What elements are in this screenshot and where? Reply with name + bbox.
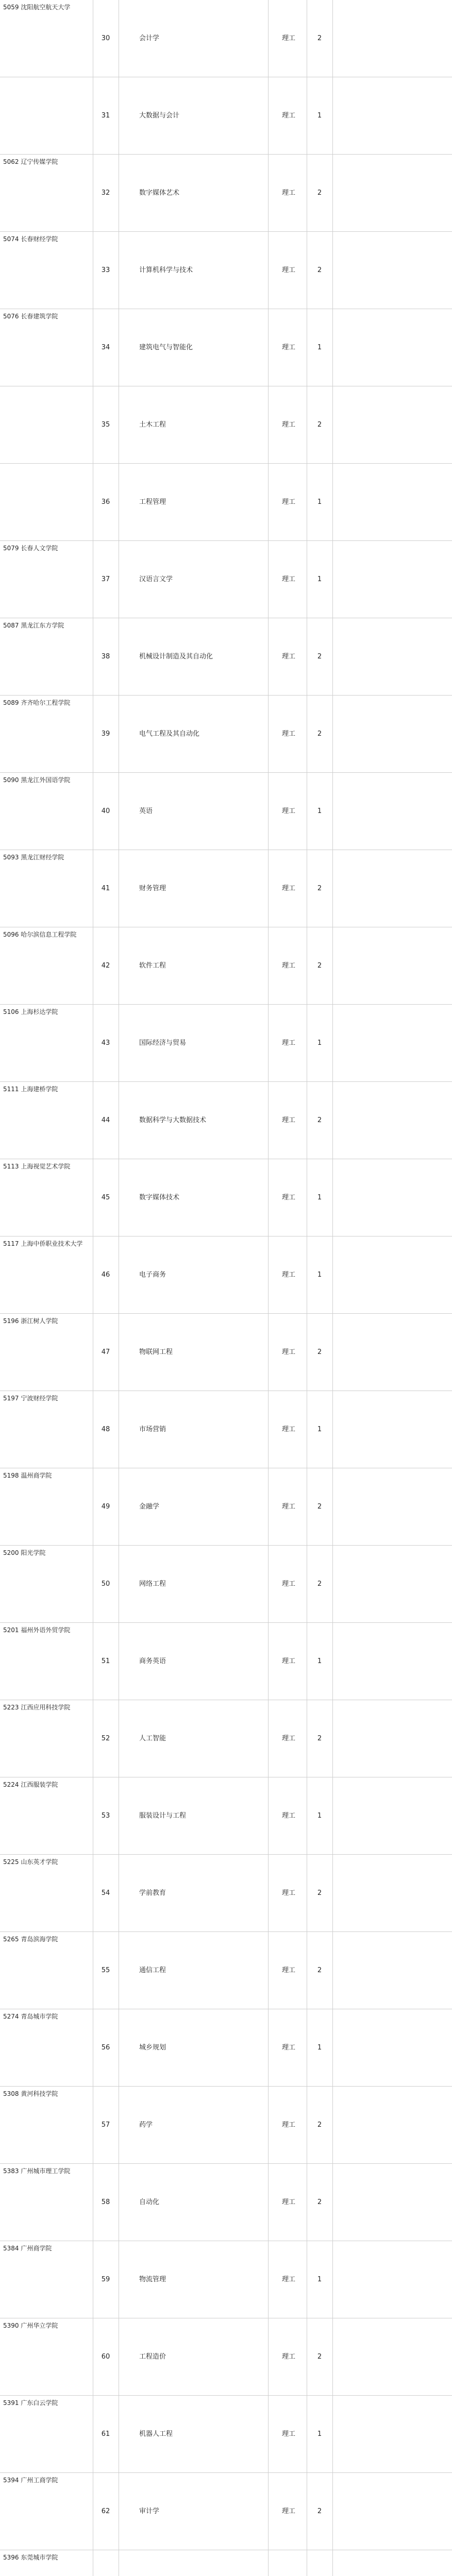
school-cell: 5079 长春人文学院 bbox=[3, 545, 58, 552]
school-cell: 5087 黑龙江东方学院 bbox=[3, 622, 64, 629]
category-cell: 理工 bbox=[281, 1503, 295, 1511]
category-cell: 理工 bbox=[281, 1657, 295, 1665]
plan-count-cell: 2 bbox=[317, 2121, 322, 2129]
row-number-cell: 37 bbox=[101, 575, 110, 583]
school-cell bbox=[3, 386, 86, 467]
table-row bbox=[0, 541, 452, 618]
table-row bbox=[0, 1236, 452, 1314]
row-number-cell: 43 bbox=[101, 1039, 110, 1047]
table-row bbox=[0, 386, 452, 464]
school-cell: 5394 广州工商学院 bbox=[3, 2477, 58, 2484]
school-cell: 5200 阳光学院 bbox=[3, 1549, 46, 1556]
row-number-cell: 33 bbox=[101, 266, 110, 274]
category-cell: 理工 bbox=[281, 2430, 295, 2438]
table-row bbox=[0, 155, 452, 232]
row-number-cell: 34 bbox=[101, 344, 110, 351]
row-number-cell: 59 bbox=[101, 2276, 110, 2283]
major-cell: 药学 bbox=[139, 2121, 153, 2129]
category-cell: 理工 bbox=[281, 112, 295, 120]
major-cell: 建筑电气与智能化 bbox=[139, 344, 193, 351]
table-row bbox=[0, 77, 452, 155]
table-row bbox=[0, 1855, 452, 1932]
plan-count-cell: 1 bbox=[317, 1426, 322, 1433]
category-cell bbox=[271, 2550, 307, 2576]
major-cell: 计算机科学与技术 bbox=[139, 266, 193, 274]
major-cell: 审计学 bbox=[139, 2507, 160, 2515]
grid-line-plan bbox=[332, 0, 333, 2576]
plan-count-cell: 2 bbox=[317, 189, 322, 197]
school-cell: 5308 黄河科技学院 bbox=[3, 2090, 58, 2097]
major-cell: 电子商务 bbox=[139, 1271, 166, 1279]
school-cell: 5111 上海建桥学院 bbox=[3, 1086, 58, 1093]
category-cell: 理工 bbox=[281, 885, 295, 892]
row-number-cell: 39 bbox=[101, 730, 110, 738]
major-cell: 数字媒体技术 bbox=[139, 1194, 180, 1201]
category-cell: 理工 bbox=[281, 1194, 295, 1201]
category-cell: 理工 bbox=[281, 2121, 295, 2129]
category-cell: 理工 bbox=[281, 575, 295, 583]
plan-count-cell: 2 bbox=[317, 1580, 322, 1588]
major-cell: 自动化 bbox=[139, 2198, 160, 2206]
row-number-cell: 46 bbox=[101, 1271, 110, 1279]
school-cell: 5225 山东英才学院 bbox=[3, 1858, 58, 1866]
table-row bbox=[0, 773, 452, 850]
category-cell: 理工 bbox=[281, 2198, 295, 2206]
school-cell: 5096 哈尔滨信息工程学院 bbox=[3, 931, 77, 938]
major-cell: 大数据与会计 bbox=[139, 112, 180, 120]
plan-count-cell: 1 bbox=[317, 2276, 322, 2283]
table-row bbox=[0, 696, 452, 773]
category-cell: 理工 bbox=[281, 807, 295, 815]
category-cell: 理工 bbox=[281, 1116, 295, 1124]
major-cell: 人工智能 bbox=[139, 1735, 166, 1742]
school-cell: 5076 长春建筑学院 bbox=[3, 313, 58, 320]
grid-line-major bbox=[268, 0, 269, 2576]
table-row bbox=[0, 2550, 452, 2576]
plan-count-cell: 2 bbox=[317, 421, 322, 429]
row-number-cell: 55 bbox=[101, 1967, 110, 1974]
plan-count-cell: 1 bbox=[317, 1039, 322, 1047]
row-number-cell: 35 bbox=[101, 421, 110, 429]
category-cell: 理工 bbox=[281, 653, 295, 660]
school-cell: 5113 上海视觉艺术学院 bbox=[3, 1163, 71, 1170]
plan-count-cell: 2 bbox=[317, 2507, 322, 2515]
school-cell: 5074 长春财经学院 bbox=[3, 235, 58, 243]
major-cell: 数字媒体艺术 bbox=[139, 189, 180, 197]
plan-count-cell: 2 bbox=[317, 1889, 322, 1897]
major-cell: 电气工程及其自动化 bbox=[139, 730, 200, 738]
school-cell: 5198 温州商学院 bbox=[3, 1472, 52, 1479]
major-cell: 数据科学与大数据技术 bbox=[139, 1116, 207, 1124]
table-row bbox=[0, 1546, 452, 1623]
plan-count-cell: 1 bbox=[317, 1271, 322, 1279]
row-number-cell: 40 bbox=[101, 807, 110, 815]
major-cell: 汉语言文学 bbox=[139, 575, 173, 583]
major-cell: 服装设计与工程 bbox=[139, 1812, 187, 1820]
major-cell: 财务管理 bbox=[139, 885, 166, 892]
major-cell: 工程管理 bbox=[139, 498, 166, 506]
plan-count-cell: 2 bbox=[317, 1735, 322, 1742]
category-cell: 理工 bbox=[281, 1271, 295, 1279]
row-number-cell: 38 bbox=[101, 653, 110, 660]
table-row bbox=[0, 1700, 452, 1777]
plan-count-cell: 2 bbox=[317, 730, 322, 738]
row-number-cell: 58 bbox=[101, 2198, 110, 2206]
school-cell: 5062 辽宁传媒学院 bbox=[3, 158, 58, 165]
table-row bbox=[0, 464, 452, 541]
plan-count-cell: 2 bbox=[317, 962, 322, 970]
school-cell: 5274 青岛城市学院 bbox=[3, 2013, 58, 2020]
major-cell: 工程造价 bbox=[139, 2353, 166, 2361]
school-cell: 5224 江西服装学院 bbox=[3, 1781, 58, 1788]
row-number-cell: 31 bbox=[101, 112, 110, 120]
plan-count-cell: 2 bbox=[317, 1967, 322, 1974]
school-cell: 5117 上海中侨职业技术大学 bbox=[3, 1240, 83, 1247]
school-cell bbox=[3, 77, 86, 158]
table-row bbox=[0, 1082, 452, 1159]
table-row bbox=[0, 1314, 452, 1391]
major-cell: 会计学 bbox=[139, 35, 160, 42]
row-number-cell: 32 bbox=[101, 189, 110, 197]
major-cell: 学前教育 bbox=[139, 1889, 166, 1897]
category-cell: 理工 bbox=[281, 1039, 295, 1047]
school-cell: 5197 宁波财经学院 bbox=[3, 1395, 58, 1402]
table-row bbox=[0, 309, 452, 386]
plan-count-cell: 1 bbox=[317, 112, 322, 120]
major-cell: 金融学 bbox=[139, 1503, 160, 1511]
plan-count-cell: 2 bbox=[317, 885, 322, 892]
category-cell: 理工 bbox=[281, 962, 295, 970]
row-number-cell: 49 bbox=[101, 1503, 110, 1511]
plan-count-cell bbox=[309, 2550, 330, 2576]
table-row bbox=[0, 1932, 452, 2009]
category-cell: 理工 bbox=[281, 1735, 295, 1742]
row-number-cell: 54 bbox=[101, 1889, 110, 1897]
table-row bbox=[0, 2087, 452, 2164]
category-cell: 理工 bbox=[281, 344, 295, 351]
school-cell: 5384 广州商学院 bbox=[3, 2245, 52, 2252]
category-cell: 理工 bbox=[281, 266, 295, 274]
category-cell: 理工 bbox=[281, 498, 295, 506]
major-cell: 市场营销 bbox=[139, 1426, 166, 1433]
table-row bbox=[0, 2164, 452, 2241]
category-cell: 理工 bbox=[281, 189, 295, 197]
row-number-cell: 44 bbox=[101, 1116, 110, 1124]
table-row bbox=[0, 850, 452, 927]
plan-count-cell: 1 bbox=[317, 2430, 322, 2438]
plan-count-cell: 2 bbox=[317, 2198, 322, 2206]
school-cell: 5196 浙江树人学院 bbox=[3, 1317, 58, 1325]
table-row bbox=[0, 1623, 452, 1700]
table-row bbox=[0, 1159, 452, 1236]
school-cell: 5223 江西应用科技学院 bbox=[3, 1704, 71, 1711]
school-cell bbox=[3, 464, 86, 544]
school-cell: 5201 福州外语外贸学院 bbox=[3, 1626, 71, 1634]
row-number-cell: 62 bbox=[101, 2507, 110, 2515]
row-number-cell: 51 bbox=[101, 1657, 110, 1665]
plan-count-cell: 1 bbox=[317, 575, 322, 583]
row-number-cell: 56 bbox=[101, 2044, 110, 2052]
category-cell: 理工 bbox=[281, 2044, 295, 2052]
category-cell: 理工 bbox=[281, 1967, 295, 1974]
plan-count-cell: 1 bbox=[317, 344, 322, 351]
major-cell: 国际经济与贸易 bbox=[139, 1039, 187, 1047]
major-cell: 机械设计制造及其自动化 bbox=[139, 653, 213, 660]
plan-count-cell: 2 bbox=[317, 1503, 322, 1511]
row-number-cell: 60 bbox=[101, 2353, 110, 2361]
category-cell: 理工 bbox=[281, 1889, 295, 1897]
school-cell: 5106 上海杉达学院 bbox=[3, 1008, 58, 1015]
plan-count-cell: 1 bbox=[317, 498, 322, 506]
table-row bbox=[0, 2396, 452, 2473]
plan-count-cell: 2 bbox=[317, 653, 322, 660]
school-cell: 5390 广州华立学院 bbox=[3, 2322, 58, 2329]
major-cell: 城乡规划 bbox=[139, 2044, 166, 2052]
row-number-cell: 45 bbox=[101, 1194, 110, 1201]
category-cell: 理工 bbox=[281, 1426, 295, 1433]
plan-count-cell: 2 bbox=[317, 2353, 322, 2361]
table-row bbox=[0, 1005, 452, 1082]
plan-count-cell: 1 bbox=[317, 1812, 322, 1820]
school-cell: 5090 黑龙江外国语学院 bbox=[3, 776, 71, 784]
plan-count-cell: 2 bbox=[317, 266, 322, 274]
row-number-cell: 36 bbox=[101, 498, 110, 506]
major-cell: 物流管理 bbox=[139, 2276, 166, 2283]
school-cell: 5093 黑龙江财经学院 bbox=[3, 854, 64, 861]
category-cell: 理工 bbox=[281, 2507, 295, 2515]
category-cell: 理工 bbox=[281, 2276, 295, 2283]
row-number-cell: 52 bbox=[101, 1735, 110, 1742]
major-cell: 物联网工程 bbox=[139, 1348, 173, 1356]
school-cell: 5059 沈阳航空航天大学 bbox=[3, 4, 71, 11]
table-row bbox=[0, 1468, 452, 1546]
table-row bbox=[0, 2318, 452, 2396]
plan-count-cell: 2 bbox=[317, 1116, 322, 1124]
row-number-cell: 41 bbox=[101, 885, 110, 892]
row-number-cell: 47 bbox=[101, 1348, 110, 1356]
category-cell: 理工 bbox=[281, 2353, 295, 2361]
row-number-cell: 50 bbox=[101, 1580, 110, 1588]
table-row bbox=[0, 1391, 452, 1468]
school-cell: 5265 青岛滨海学院 bbox=[3, 1936, 58, 1943]
category-cell: 理工 bbox=[281, 35, 295, 42]
row-number-cell: 57 bbox=[101, 2121, 110, 2129]
school-cell: 5383 广州城市理工学院 bbox=[3, 2167, 71, 2175]
table-row bbox=[0, 618, 452, 696]
category-cell: 理工 bbox=[281, 1580, 295, 1588]
table-row bbox=[0, 2473, 452, 2550]
category-cell: 理工 bbox=[281, 421, 295, 429]
major-cell: 商务英语 bbox=[139, 1657, 166, 1665]
category-cell: 理工 bbox=[281, 1812, 295, 1820]
school-cell: 5089 齐齐哈尔工程学院 bbox=[3, 699, 71, 706]
major-cell: 通信工程 bbox=[139, 1967, 166, 1974]
table-row bbox=[0, 232, 452, 309]
major-cell: 软件工程 bbox=[139, 962, 166, 970]
row-number-cell: 30 bbox=[101, 35, 110, 42]
plan-count-cell: 2 bbox=[317, 1348, 322, 1356]
row-number-cell: 42 bbox=[101, 962, 110, 970]
category-cell: 理工 bbox=[281, 1348, 295, 1356]
table-row bbox=[0, 1777, 452, 1855]
plan-count-cell: 1 bbox=[317, 2044, 322, 2052]
row-number-cell: 48 bbox=[101, 1426, 110, 1433]
plan-count-cell: 1 bbox=[317, 807, 322, 815]
plan-count-cell: 1 bbox=[317, 1657, 322, 1665]
school-cell: 5396 东莞城市学院 bbox=[3, 2554, 58, 2561]
row-number-cell bbox=[98, 2550, 113, 2576]
table-row bbox=[0, 2009, 452, 2087]
table-row bbox=[0, 2241, 452, 2318]
school-cell: 5391 广东白云学院 bbox=[3, 2399, 58, 2406]
category-cell: 理工 bbox=[281, 730, 295, 738]
major-cell: 英语 bbox=[139, 807, 153, 815]
major-cell: 土木工程 bbox=[139, 421, 166, 429]
row-number-cell: 61 bbox=[101, 2430, 110, 2438]
major-cell bbox=[139, 2550, 268, 2576]
major-cell: 机器人工程 bbox=[139, 2430, 173, 2438]
row-number-cell: 53 bbox=[101, 1812, 110, 1820]
plan-count-cell: 1 bbox=[317, 1194, 322, 1201]
plan-count-cell: 2 bbox=[317, 35, 322, 42]
table-row bbox=[0, 927, 452, 1005]
major-cell: 网络工程 bbox=[139, 1580, 166, 1588]
table-row bbox=[0, 0, 452, 77]
